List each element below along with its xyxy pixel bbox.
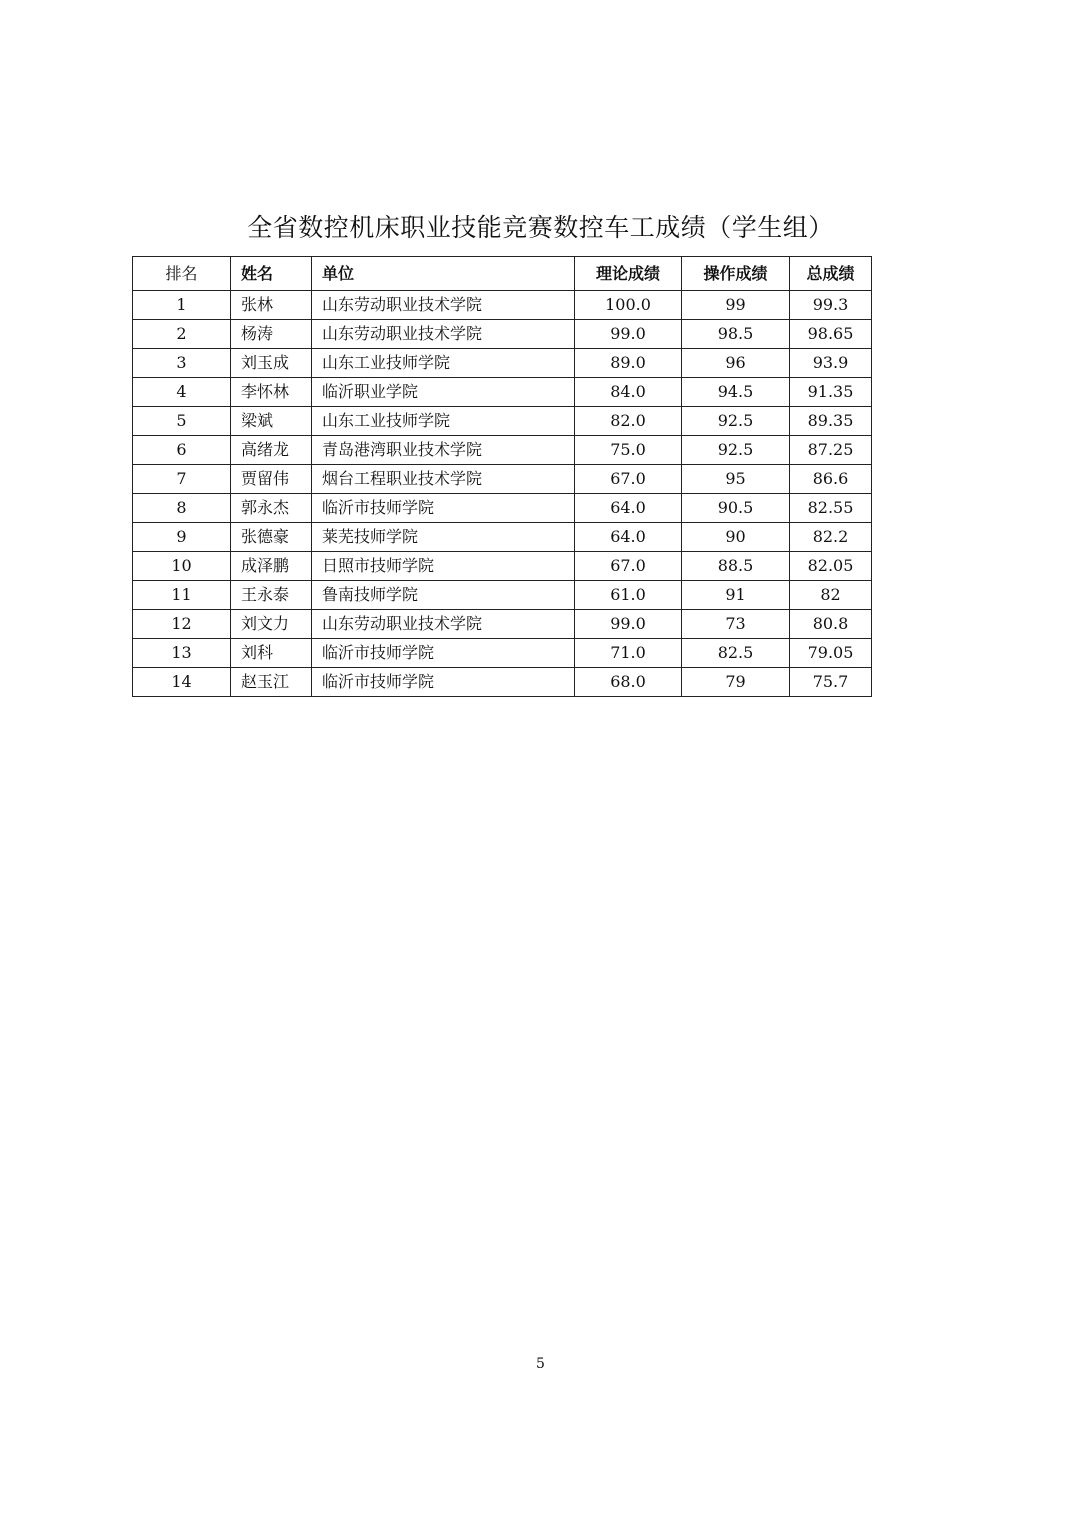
cell-theory: 75.0 bbox=[575, 436, 682, 465]
cell-name: 杨涛 bbox=[231, 320, 312, 349]
cell-name: 郭永杰 bbox=[231, 494, 312, 523]
cell-unit: 山东工业技师学院 bbox=[312, 407, 575, 436]
page-title: 全省数控机床职业技能竞赛数控车工成绩（学生组） bbox=[247, 213, 834, 242]
cell-rank: 10 bbox=[133, 552, 231, 581]
cell-operation: 82.5 bbox=[682, 639, 790, 668]
cell-name: 成泽鹏 bbox=[231, 552, 312, 581]
cell-unit: 临沂市技师学院 bbox=[312, 639, 575, 668]
cell-rank: 12 bbox=[133, 610, 231, 639]
table-row bbox=[133, 552, 872, 581]
cell-rank: 7 bbox=[133, 465, 231, 494]
cell-name: 李怀林 bbox=[231, 378, 312, 407]
header-operation: 操作成绩 bbox=[682, 257, 790, 291]
header-name: 姓名 bbox=[231, 257, 312, 291]
cell-total: 75.7 bbox=[790, 668, 872, 697]
cell-unit: 日照市技师学院 bbox=[312, 552, 575, 581]
cell-operation: 92.5 bbox=[682, 407, 790, 436]
cell-operation: 79 bbox=[682, 668, 790, 697]
table-body bbox=[133, 291, 872, 697]
cell-theory: 89.0 bbox=[575, 349, 682, 378]
cell-total: 86.6 bbox=[790, 465, 872, 494]
cell-operation: 73 bbox=[682, 610, 790, 639]
header-unit: 单位 bbox=[312, 257, 575, 291]
cell-name: 刘文力 bbox=[231, 610, 312, 639]
page-number: 5 bbox=[536, 1356, 545, 1372]
cell-total: 91.35 bbox=[790, 378, 872, 407]
cell-total: 93.9 bbox=[790, 349, 872, 378]
cell-name: 刘科 bbox=[231, 639, 312, 668]
cell-total: 82 bbox=[790, 581, 872, 610]
cell-total: 89.35 bbox=[790, 407, 872, 436]
cell-unit: 临沂职业学院 bbox=[312, 378, 575, 407]
cell-theory: 99.0 bbox=[575, 610, 682, 639]
cell-unit: 山东工业技师学院 bbox=[312, 349, 575, 378]
header-rank: 排名 bbox=[133, 257, 231, 291]
cell-unit: 山东劳动职业技术学院 bbox=[312, 610, 575, 639]
cell-operation: 90 bbox=[682, 523, 790, 552]
cell-theory: 67.0 bbox=[575, 465, 682, 494]
cell-theory: 71.0 bbox=[575, 639, 682, 668]
cell-name: 张林 bbox=[231, 291, 312, 320]
cell-name: 贾留伟 bbox=[231, 465, 312, 494]
cell-unit: 莱芜技师学院 bbox=[312, 523, 575, 552]
cell-rank: 1 bbox=[133, 291, 231, 320]
header-row bbox=[133, 257, 872, 291]
cell-theory: 67.0 bbox=[575, 552, 682, 581]
cell-total: 82.05 bbox=[790, 552, 872, 581]
cell-rank: 3 bbox=[133, 349, 231, 378]
table-row bbox=[133, 349, 872, 378]
cell-operation: 90.5 bbox=[682, 494, 790, 523]
table-row bbox=[133, 668, 872, 697]
table-header bbox=[133, 257, 872, 291]
header-total: 总成绩 bbox=[790, 257, 872, 291]
cell-operation: 88.5 bbox=[682, 552, 790, 581]
table-row bbox=[133, 639, 872, 668]
cell-total: 79.05 bbox=[790, 639, 872, 668]
cell-operation: 92.5 bbox=[682, 436, 790, 465]
cell-unit: 山东劳动职业技术学院 bbox=[312, 291, 575, 320]
cell-rank: 14 bbox=[133, 668, 231, 697]
cell-rank: 13 bbox=[133, 639, 231, 668]
cell-name: 张德豪 bbox=[231, 523, 312, 552]
cell-rank: 4 bbox=[133, 378, 231, 407]
cell-theory: 99.0 bbox=[575, 320, 682, 349]
cell-theory: 61.0 bbox=[575, 581, 682, 610]
cell-name: 王永泰 bbox=[231, 581, 312, 610]
cell-theory: 84.0 bbox=[575, 378, 682, 407]
cell-rank: 5 bbox=[133, 407, 231, 436]
table-row bbox=[133, 291, 872, 320]
cell-theory: 100.0 bbox=[575, 291, 682, 320]
cell-operation: 94.5 bbox=[682, 378, 790, 407]
cell-total: 87.25 bbox=[790, 436, 872, 465]
cell-theory: 64.0 bbox=[575, 494, 682, 523]
table-row bbox=[133, 581, 872, 610]
cell-name: 梁斌 bbox=[231, 407, 312, 436]
cell-operation: 95 bbox=[682, 465, 790, 494]
cell-theory: 82.0 bbox=[575, 407, 682, 436]
cell-total: 98.65 bbox=[790, 320, 872, 349]
table-row bbox=[133, 378, 872, 407]
cell-operation: 98.5 bbox=[682, 320, 790, 349]
table-row bbox=[133, 320, 872, 349]
cell-rank: 11 bbox=[133, 581, 231, 610]
cell-rank: 2 bbox=[133, 320, 231, 349]
cell-unit: 烟台工程职业技术学院 bbox=[312, 465, 575, 494]
cell-unit: 青岛港湾职业技术学院 bbox=[312, 436, 575, 465]
table-row bbox=[133, 494, 872, 523]
cell-name: 赵玉江 bbox=[231, 668, 312, 697]
cell-name: 刘玉成 bbox=[231, 349, 312, 378]
cell-theory: 68.0 bbox=[575, 668, 682, 697]
cell-unit: 鲁南技师学院 bbox=[312, 581, 575, 610]
cell-total: 82.2 bbox=[790, 523, 872, 552]
cell-name: 高绪龙 bbox=[231, 436, 312, 465]
table-row bbox=[133, 523, 872, 552]
cell-rank: 6 bbox=[133, 436, 231, 465]
header-theory: 理论成绩 bbox=[575, 257, 682, 291]
table-row bbox=[133, 436, 872, 465]
cell-unit: 临沂市技师学院 bbox=[312, 668, 575, 697]
table-row bbox=[133, 465, 872, 494]
table-row bbox=[133, 407, 872, 436]
cell-unit: 临沂市技师学院 bbox=[312, 494, 575, 523]
cell-rank: 9 bbox=[133, 523, 231, 552]
cell-total: 82.55 bbox=[790, 494, 872, 523]
cell-operation: 96 bbox=[682, 349, 790, 378]
cell-unit: 山东劳动职业技术学院 bbox=[312, 320, 575, 349]
cell-operation: 99 bbox=[682, 291, 790, 320]
cell-operation: 91 bbox=[682, 581, 790, 610]
table-row bbox=[133, 610, 872, 639]
cell-total: 80.8 bbox=[790, 610, 872, 639]
scores-table bbox=[132, 256, 872, 697]
cell-rank: 8 bbox=[133, 494, 231, 523]
cell-total: 99.3 bbox=[790, 291, 872, 320]
cell-theory: 64.0 bbox=[575, 523, 682, 552]
